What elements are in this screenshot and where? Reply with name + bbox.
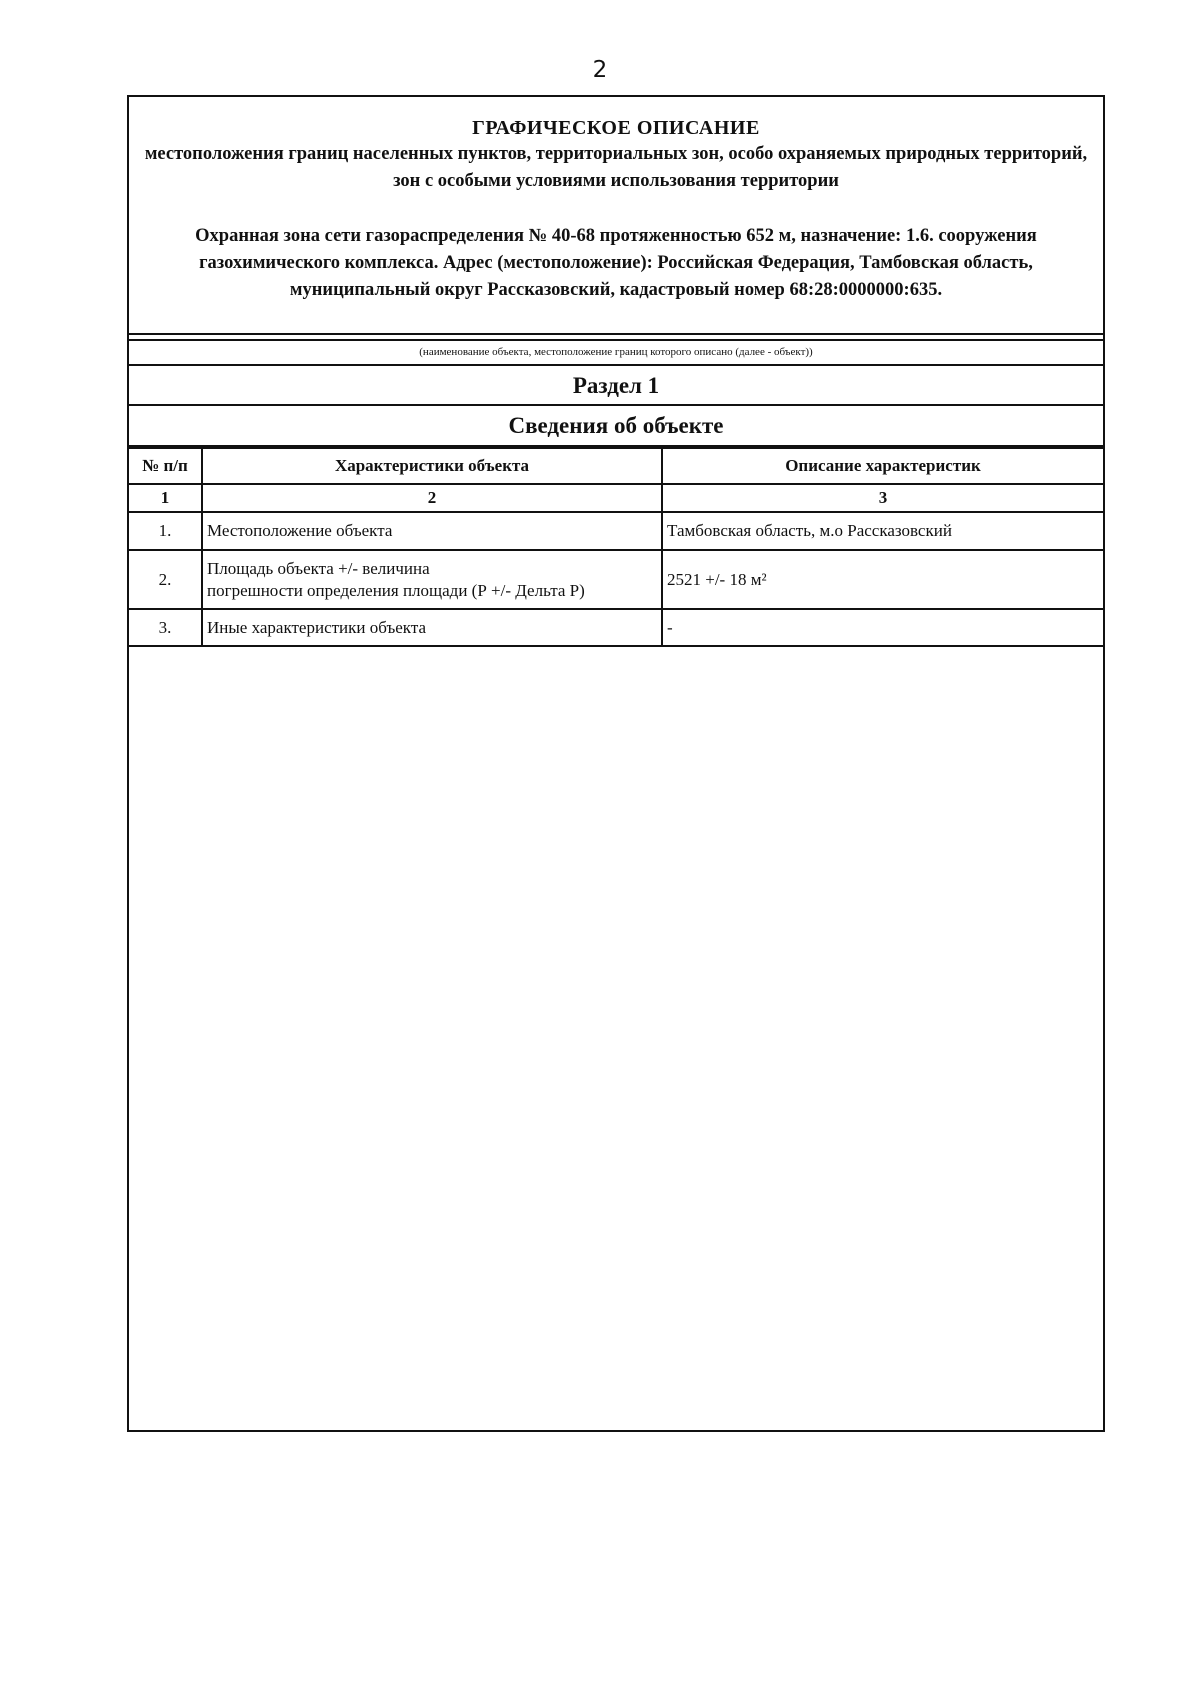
page-number: 2 <box>592 57 608 83</box>
column-number-3: 3 <box>662 484 1104 512</box>
table-row <box>128 609 1104 646</box>
row-number: 2. <box>128 550 202 609</box>
row-characteristic <box>202 550 662 609</box>
column-header-number: № п/п <box>128 448 202 484</box>
table-header-row <box>128 448 1104 484</box>
row-characteristic-line: погрешности определения площади (Р +/- Дельта Р) <box>207 580 585 600</box>
row-characteristic: Местоположение объекта <box>202 512 662 550</box>
object-name-caption: (наименование объекта, местоположение границ которого описано (далее - объект)) <box>127 339 1105 366</box>
row-characteristic-line: Площадь объекта +/- величина <box>207 558 430 578</box>
table-column-numbers-row <box>128 484 1104 512</box>
document-header <box>127 95 1105 335</box>
column-number-2: 2 <box>202 484 662 512</box>
object-info-table <box>127 447 1105 647</box>
column-header-description: Описание характеристик <box>662 448 1104 484</box>
section-subtitle: Сведения об объекте <box>127 406 1105 447</box>
row-description: Тамбовская область, м.о Рассказовский <box>662 512 1104 550</box>
document-title: ГРАФИЧЕСКОЕ ОПИСАНИЕ <box>472 117 760 139</box>
column-header-characteristic: Характеристики объекта <box>202 448 662 484</box>
document-subtitle: местоположения границ населенных пунктов, территориальных зон, особо охраняемых природных территорий, зон с особыми условиями использования территории <box>144 144 1088 191</box>
row-description: - <box>662 609 1104 646</box>
object-name: Охранная зона сети газораспределения № 40-68 протяженностью 652 м, назначение: 1.6. сооружения газохимического комплекса. Адрес (местоположение): Российская Федерация, Тамбовская область, муниципальный округ Рассказовский, кадастровый номер 68:28:0000000:635. <box>195 226 1037 300</box>
row-number: 3. <box>128 609 202 646</box>
section-title: Раздел 1 <box>127 368 1105 406</box>
table-row <box>128 512 1104 550</box>
row-characteristic: Иные характеристики объекта <box>202 609 662 646</box>
table-row <box>128 550 1104 609</box>
row-number: 1. <box>128 512 202 550</box>
row-description: 2521 +/- 18 м² <box>662 550 1104 609</box>
column-number-1: 1 <box>128 484 202 512</box>
